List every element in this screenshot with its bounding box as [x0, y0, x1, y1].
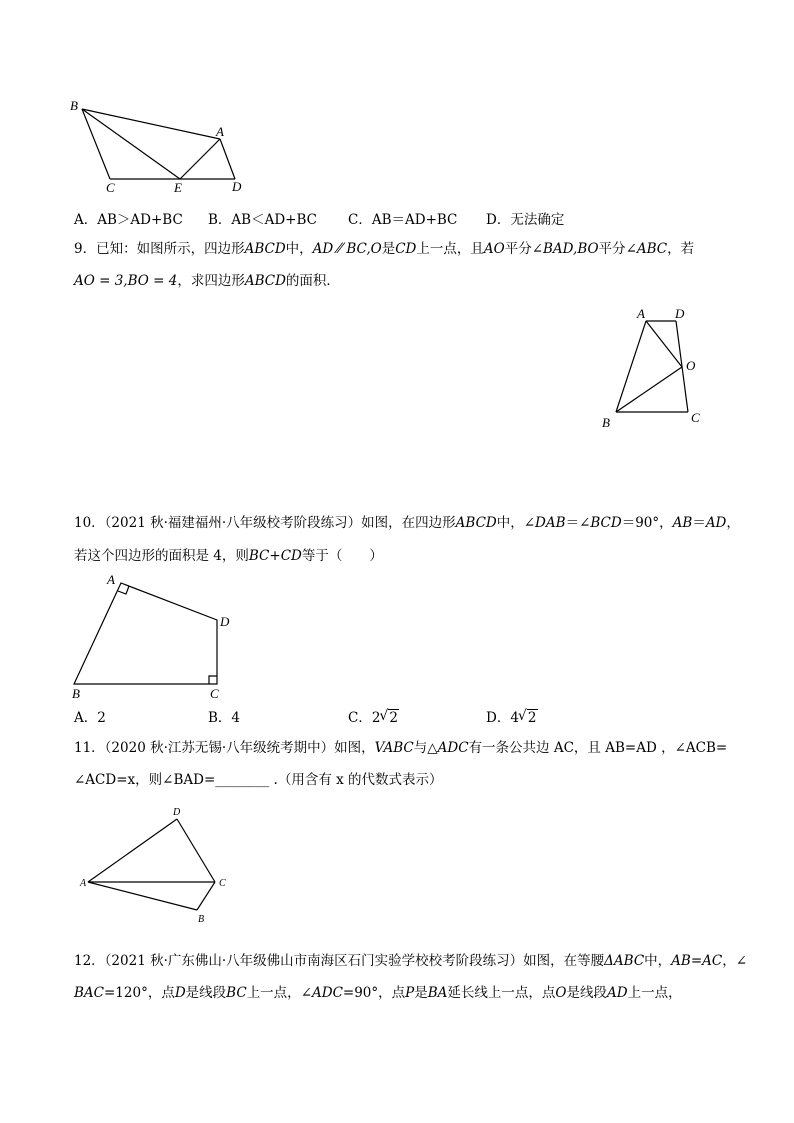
label-b: B — [602, 415, 610, 430]
q9-math: CD — [395, 241, 417, 257]
q10-option-c-label: C．2 — [348, 710, 381, 726]
q12-math: BAC — [74, 985, 104, 1001]
q10-math: AD — [705, 515, 727, 531]
q9-math: ∠ABC — [625, 241, 668, 257]
segment-ab — [616, 321, 646, 412]
q12-math: AD — [607, 985, 628, 1001]
q12-text: 是线段 — [185, 985, 227, 1001]
segment-ab — [88, 882, 197, 910]
q12-math: ΔABC — [604, 953, 645, 969]
q12-math: AB=AC — [671, 953, 723, 969]
q11-line2 — [74, 771, 443, 789]
q12-text: 上一点， — [246, 985, 301, 1001]
q10-option-b[interactable]: B．4 — [208, 710, 241, 726]
q10-option-c[interactable] — [348, 706, 399, 726]
segment-ae — [180, 139, 220, 179]
q8-option-d[interactable]: D．无法确定 — [486, 212, 565, 228]
figure-q10 — [62, 568, 242, 703]
q10-text: ＝ — [692, 515, 706, 531]
q11-text: ∠ACD=x，则∠BAD=________ .（用含有 x 的代数式表示） — [74, 772, 443, 788]
q11-line1 — [74, 739, 727, 757]
label-a: A — [216, 124, 224, 139]
q12-text: =90°，点 — [342, 985, 406, 1001]
label-c: C — [691, 410, 700, 425]
q12-text: 中， — [644, 953, 672, 969]
q12-text: 上一点， — [627, 985, 682, 1001]
q9-math: ABCD — [244, 273, 286, 289]
q12-text: 延长线上一点，点 — [447, 985, 556, 1001]
q10-text: 若这个四边形的面积是 4，则 — [74, 548, 249, 564]
segment-ad — [88, 819, 177, 882]
q12-text: 是 — [414, 985, 428, 1001]
q9-text: 中， — [285, 241, 313, 257]
q12-line2 — [74, 984, 682, 1002]
label-b: B — [70, 98, 78, 113]
label-c: C — [219, 878, 226, 889]
q10-text: ＝ — [565, 515, 580, 531]
q9-text: 9．已知：如图所示，四边形 — [74, 241, 245, 257]
q9-math: AO — [483, 241, 505, 257]
q9-text: 是 — [381, 241, 396, 257]
label-d: D — [220, 614, 230, 629]
q10-line1 — [74, 514, 740, 532]
q12-math: O — [555, 985, 567, 1001]
q9-text: 平分 — [504, 241, 532, 257]
q9-text: 的面积． — [285, 273, 340, 289]
figure-q11 — [78, 802, 238, 927]
label-c: C — [106, 180, 115, 195]
q10-option-d-label: D．4 — [486, 710, 519, 726]
q10-text: 中， — [496, 515, 524, 531]
q10-math: ABCD — [455, 515, 497, 531]
q9-line2 — [74, 272, 340, 290]
q10-text: 等于（ ） — [301, 548, 383, 564]
q10-math: BC+CD — [248, 548, 302, 564]
q12-math: BC — [226, 985, 247, 1001]
q12-line1 — [74, 952, 747, 970]
figure-q9 — [590, 300, 720, 435]
q8-option-b[interactable]: B．AB＜AD+BC — [208, 212, 317, 228]
q11-text: 有一条公共边 AC，且 AB=AD ，∠ACB= — [468, 740, 728, 756]
q12-text: ，∠ — [722, 953, 748, 969]
label-e: E — [174, 180, 182, 195]
q10-text: 10．（2021 秋·福建福州·八年级校考阶段练习）如图，在四边形 — [74, 515, 456, 531]
q9-math: AD ⁄⁄ BC,O — [312, 241, 382, 257]
q12-text: 是线段 — [566, 985, 607, 1001]
q10-option-a[interactable]: A．2 — [74, 710, 106, 726]
sqrt-symbol — [519, 710, 538, 726]
figure-q8 — [60, 95, 260, 195]
q9-text: 上一点，且 — [416, 241, 484, 257]
q10-math: AB — [672, 515, 693, 531]
q11-text: 与 — [413, 740, 428, 756]
q10-text: ＝90°， — [621, 515, 673, 531]
right-angle-mark-c — [209, 676, 217, 684]
label-d: D — [232, 179, 242, 194]
q12-math: ∠ADC — [300, 985, 343, 1001]
label-a: A — [80, 878, 87, 889]
label-d: D — [173, 807, 181, 818]
q9-line1 — [74, 240, 694, 258]
quadrilateral-abcd — [74, 583, 217, 684]
label-d: D — [675, 306, 685, 321]
q9-text: 平分 — [598, 241, 626, 257]
label-a: A — [107, 572, 115, 587]
segment-bo — [616, 367, 682, 412]
q11-text: 11．（2020 秋·江苏无锡·八年级统考期中）如图， — [74, 740, 375, 756]
q12-math: P — [405, 985, 415, 1001]
label-b: B — [198, 914, 205, 925]
segment-ad — [220, 139, 235, 179]
q9-text: ，若 — [667, 241, 695, 257]
sqrt-symbol — [380, 710, 399, 726]
q12-text: 12．（2021 秋·广东佛山·八年级佛山市南海区石门实验学校校考阶段练习）如图，在等腰 — [74, 953, 605, 969]
segment-bc — [197, 882, 215, 910]
q12-text: =120°，点 — [104, 985, 175, 1001]
q10-option-d[interactable] — [486, 706, 538, 726]
q10-radicand-d: 2 — [527, 710, 537, 726]
q8-option-c[interactable]: C．AB＝AD+BC — [348, 212, 458, 228]
q12-math: D — [174, 985, 186, 1001]
q10-math: ∠DAB — [523, 515, 566, 531]
q10-radicand-c: 2 — [389, 710, 399, 726]
q9-math: AO = 3,BO = 4 — [74, 273, 178, 289]
q11-math: △ADC — [427, 740, 469, 756]
q10-text: ， — [726, 515, 740, 531]
q10-line2 — [74, 547, 383, 565]
q10-math: ∠BCD — [579, 515, 622, 531]
q9-math: ABCD — [244, 241, 286, 257]
label-o: O — [686, 358, 696, 373]
q9-text: ，求四边形 — [177, 273, 245, 289]
segment-dc — [177, 819, 215, 882]
label-a: A — [637, 306, 645, 321]
q12-math: BA — [427, 985, 448, 1001]
q11-math: VABC — [374, 740, 414, 756]
q9-math: ∠BAD,BO — [531, 241, 599, 257]
label-b: B — [72, 686, 80, 701]
label-c: C — [210, 686, 219, 701]
q8-option-a[interactable]: A．AB＞AD+BC — [74, 212, 183, 228]
